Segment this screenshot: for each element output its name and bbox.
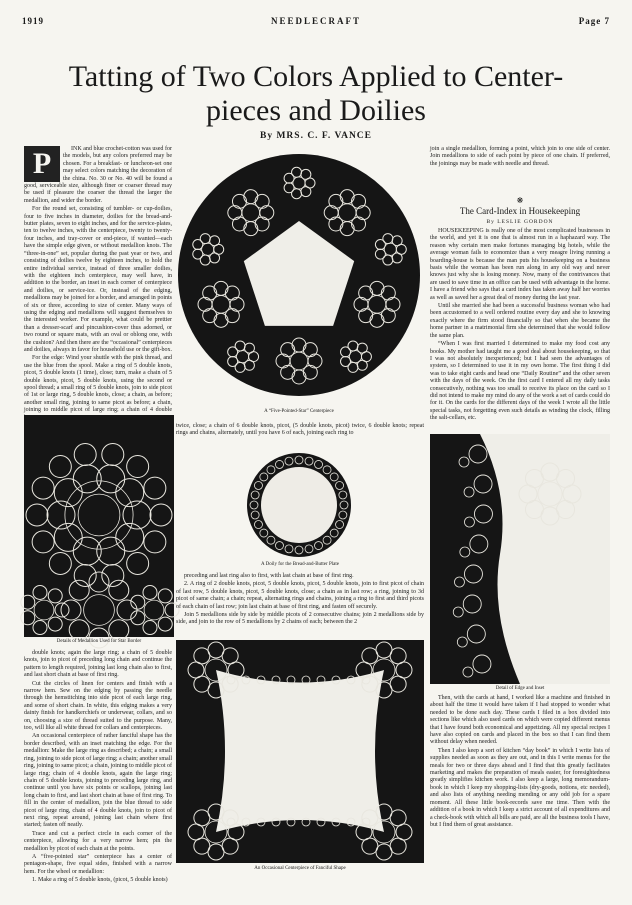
- paragraph: A “five-pointed star” centerpiece has a center of pentagon-shape, five equal sides, finished with a narrow hem. For the wheel or medallion:: [24, 853, 172, 875]
- header-year: 1919: [22, 16, 44, 26]
- sidebar-author: By LESLIE GORDON: [486, 219, 554, 225]
- doily-photo: [240, 452, 358, 558]
- header-page: Page 7: [578, 16, 610, 26]
- caption-doily: A Doily for the Bread-and-Butter Plate: [261, 562, 339, 567]
- paragraph: Until she married she had been a successful business woman who had been accustomed to a well ordered routine every day and she to knowing exactly where the firm stood financially so that when she became the home partner in a matrimonial firm she determined that she would follow the same plan.: [430, 303, 610, 339]
- sidebar-title: The Card-Index in Housekeeping: [459, 206, 581, 216]
- article-byline: By MRS. C. F. VANCE: [260, 131, 372, 141]
- paragraph: Then I also keep a sort of kitchen “day book” in which I write lists of supplies needed as soon as they are out, and in this I write menus for the meals for two or three days ahead and I find that this greatly facilitates marketing and makes the preparation of meals easier, for foresightedness greatly simplifies kitchen work. I also keep a large, long memorandum-book in which I keep my shopping-lists (dry-goods, notions, etc needed), and also lists of anything needing mending or any odd job for a spare moment. All these little book-records save me time. Then with the addition of a book in which I keep a strict account of all expenditures and a check-book with which all bills are paid, are all the business tools I have, but I find them of great assistance.: [430, 747, 610, 828]
- ornament-dots: ❋: [516, 196, 524, 205]
- paragraph: Then, with the cards at hand, I worked like a machine and finished in about half the time it would have taken if I had stopped to wonder what needed to be done each day. These cards I filed in a box divided into sections like which also used cards on which were copied different menus that I have found both economical and appetizing. All my special recipes I have also copied on cards and placed in the box so that I can find them without delay when needed.: [430, 695, 610, 746]
- paragraph: An occasional centerpiece of rather fanciful shape has the border described, with an inset matching the edge. For the medallion: Make the large ring as described; a chain; a small ring, joining to side picot of large ring; a chain; another small ring, joining to same picot; a chain, joining to middle picot of large ring; chain of 4 double knots, again the large ring; chain of 5 double knots, joining to preceding large ring, and continue until you have six points or scallops, joining last long chain to first, and last short chain at base of first ring. To fill in the center of medallion, join the blue thread to side picot of large ring, chain of 4 double knots, join to picot of next ring, repeat around, joining last chain where first started; fasten off neatly.: [24, 733, 172, 829]
- title-line-1: Tatting of Two Colors Applied to Center-: [68, 60, 564, 93]
- paragraph: preceding and last ring also to first, with last chain at base of first ring.: [184, 573, 354, 579]
- paragraph: Join 5 medallions side by side by middle picots of 2 consecutive chains; join 2 medallions side by side, and join to the row of 5 medallions by 2 chains of each; between the 2: [176, 612, 424, 626]
- column-2-mid: twice, close; a chain of 6 double knots, picot, (5 double knots, picot) twice, 6 double knots; repeat rings and chains, alternately, until you have 6 of each, joining each ring to: [176, 423, 424, 437]
- caption-star: A “Five-Pointed-Star” Centerpiece: [264, 409, 334, 414]
- column-3-top: join a single medallion, forming a point, which join to one side of center. Join medallions to side of each point by piece of one chain. If preferred, the joinings may be made with needle and thread.: [430, 146, 610, 167]
- sidebar-text: [430, 228, 610, 426]
- article-title: [20, 60, 612, 128]
- column-1-top: [24, 146, 172, 414]
- title-line-2: pieces and Doilies: [206, 94, 426, 127]
- edge-inset-photo: [430, 434, 610, 684]
- paragraph: “When I was first married I determined to make my food cost any books. My mother had taught me a good deal about housekeeping, so that I was not absolutely inexperienced; but I had seen the advantages of system, so I determined to use it in my own home. The first thing I did was to take eight cards and head one “Daily Routine” and the other seven with the days of the week. On the first card I entered all my daily tasks consecutively, nothing was too small to receive its place on the card so I did not intend to make my mind do any of the work a set of cards could do for it. On the cards for the different days of the week I wrote all the little special tasks, not forgetting even such details as winding the clock, filling the salt-cellars, etc.: [430, 341, 610, 422]
- paragraph: HOUSEKEEPING is really one of the most complicated businesses in the world, and yet it is one that is almost run in a haphazard way. The reason why certain men make fortunes managing big hotels, while the average woman fails to economize than a very meagre living running a boarding-house is because the man puts his housekeeping on a business basis while the woman has been run along in any old way and never knows just why she is losing money. Now, many of the contrivances that are used to save time in an office can be used with advantage in the home. I have a friend who says that a card index has taken away half her worries as well as saved her a great deal of money during the last year.: [430, 228, 610, 301]
- dropcap-p: P: [24, 146, 60, 182]
- caption-medallion: Details of Medallion Used for Star Border: [56, 639, 142, 644]
- sidebar-text-continued: [430, 695, 610, 883]
- paragraph: For the edge: Wind your shuttle with the pink thread, and use the blue from the spool. Make a ring of 5 double knots, picot, 5 double knots (1 time), close; turn, make a chain of 5 double knots, picot, 5 double knots, using the second or spool thread; a small ring of 5 double knots, join to side picot of 1st or large ring, 5 double knots, close; a chain, as before; another small ring, joining to same picot as before; a chain, joining to middle picot of large ring; a chain of 4 double: [24, 355, 172, 414]
- star-centerpiece-photo: [176, 146, 422, 404]
- fanciful-centerpiece-photo: [176, 640, 424, 863]
- paragraph: Cut the circles of linen for centers and finish with a narrow hem. Sew on the edging by passing the needle through the hemstitching into side picot of each large ring, and some of short chain. In white, this edging makes a very dainty finish for handkerchiefs or underwear, collars, and so on, choosing a size of thread suited to the purpose. Many, too, will like all white thread for collars and centerpieces.: [24, 680, 172, 732]
- caption-fanciful: An Occasional Centerpiece of Fanciful Shape: [254, 866, 346, 871]
- paragraph: 2. A ring of 2 double knots, picot, 5 double knots, picot, 5 double knots, join to first picot of chain of last row, 5 double knots, picot, 5 double knots, close; a chain as in last row; a ring, joining to 3d picot of same chain; a chain; repeat, alternating rings and chains, joining a ring to first and third picots of each chain of last row; join last chain at base of first ring, and fasten off securely.: [176, 581, 424, 610]
- column-1-bottom: [24, 650, 172, 884]
- column-2-bottom: [176, 573, 424, 639]
- medallion-photo: [24, 415, 174, 637]
- paragraph: For the round set, consisting of tumbler- or cup-doilies, four to five inches in diameter, doilies for the bread-and-butter plates, seven to eight inches, and for the service-plates, ten to twelve inches, with the centerpiece, twenty to twenty-four inches, and tray-cover or end-piece, if wanted—each have the simple edge given, or without medallion knots. The “three-in-one” set, popular during the past year or two, and consisting of doilies twelve by eighteen inches, to hold the entire individual service, instead of three smaller doilies, with the eighteen inch centerpiece, may well have, in addition to the border, an inset in each corner of centerpiece and doilies, or service-ice. Or, instead of the edging, medallions may be joined for a border, and arranged in points of six or three, according to size of center. Many ways of using the edging and medallions will suggest themselves to the interested worker. For example, what could be prettier than a dresser-scarf and pincushion-cover thus adorned, or two round or square mats, with an oval or oblong one, with the cushion? And then there are the “occasional” centerpieces and doilies, always in favor for household use or the gift-box.: [24, 206, 172, 353]
- paragraph: double knots; again the large ring; a chain of 5 double knots, join to picot of preceding long chain and continue the pattern to length required, joining last long chain also to first, and last short chain at base of first ring.: [24, 650, 172, 679]
- caption-edge: Detail of Edge and Inset: [495, 686, 545, 691]
- paragraph: 1. Make a ring of 5 double knots, (picot, 5 double knots): [32, 877, 168, 884]
- running-header: [22, 16, 610, 30]
- paragraph: Trace and cut a perfect circle in each corner of the centerpiece, allowing for a very narrow hem; pin the medallion by picot of each chain at the points.: [24, 830, 172, 852]
- paragraph: INK and blue crochet-cotton was used for the models, but any colors preferred may be chosen. For a breakfast- or luncheon-set one may select colors matching the decoration of the china. No. 30 or No. 40 will be found a good, serviceable size, although finer or coarser thread may be used if pleasure the coarser the thread the larger the medallion, and wider the border.: [24, 146, 172, 204]
- header-magazine: NEEDLECRAFT: [270, 16, 361, 26]
